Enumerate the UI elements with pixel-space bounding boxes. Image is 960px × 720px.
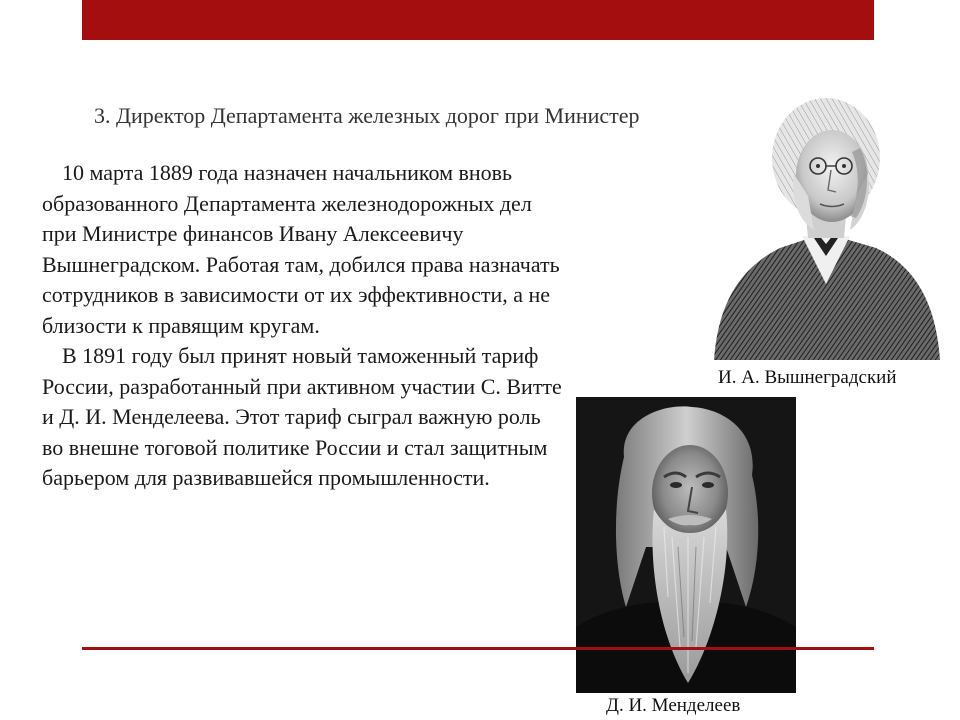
top-accent-bar [82,0,874,40]
mendeleev-caption: Д. И. Менделеев [606,695,741,716]
paragraph-appointment: 10 марта 1889 года назначен начальником вновь образованного Департамента железнодорожных дел при Министре финансов Ивану Алексеевичу Вышнеградском. Работая там, добился права назначать сотрудников в зависимости от их эффективности, а не близости к правящим кругам. [42,160,560,338]
body-text [42,158,564,494]
vyshnegradsky-caption: И. А. Вышнеградский [718,367,897,388]
slide-heading: 3. Директор Департамента железных дорог при Министер [94,103,640,128]
bottom-accent-line [82,647,874,650]
paragraph-tariff: В 1891 году был принят новый таможенный тариф России, разработанный при активном участии С. Витте и Д. И. Менделеева. Этот тариф сыграл важную роль во внешне тоговой политике России и стал защитным барьером для развивавшейся промышленности. [42,343,562,490]
vyshnegradsky-portrait [710,88,942,360]
